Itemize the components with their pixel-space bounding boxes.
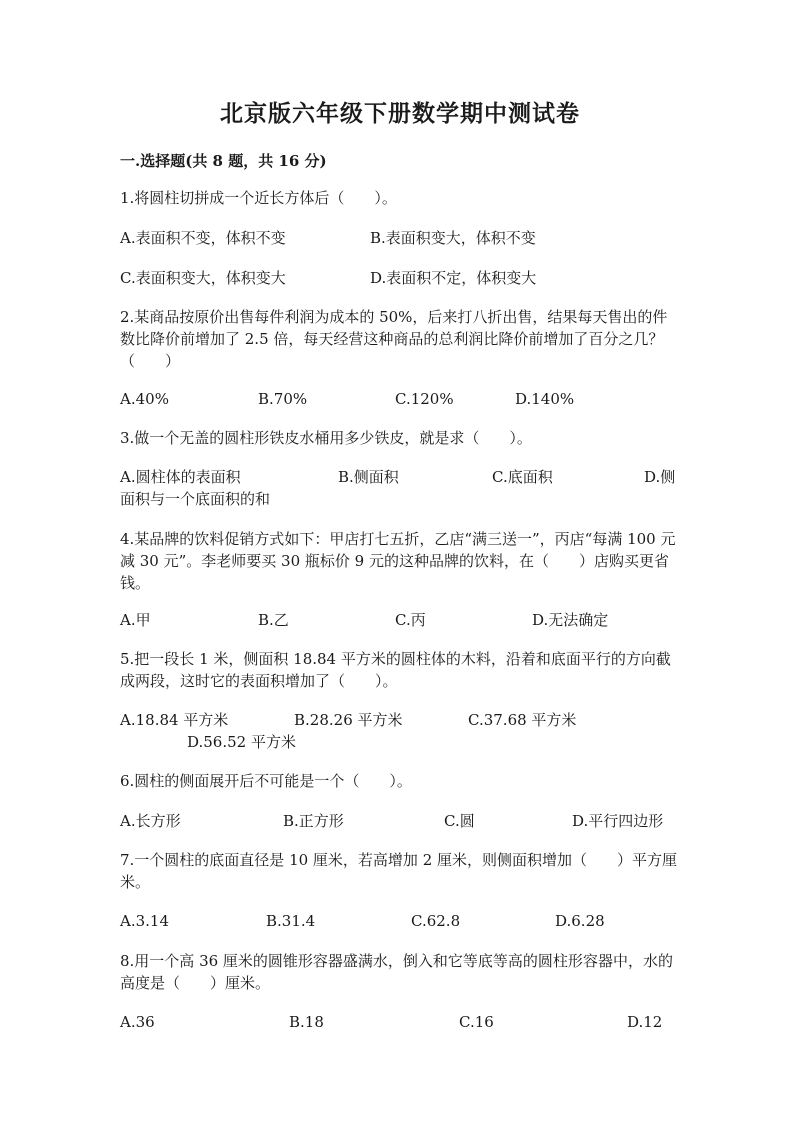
q6-option-b: B.正方形 bbox=[283, 812, 344, 830]
q5-option-c: C.37.68 平方米 bbox=[468, 711, 577, 729]
q2-option-a: A.40% bbox=[120, 390, 169, 408]
q1-option-a: A.表面积不变，体积不变 bbox=[120, 229, 286, 247]
question-stem-4: 4.某品牌的饮料促销方式如下：甲店打七五折，乙店“满三送一”，丙店“每满 100 元减 30 元”。李老师要买 30 瓶标价 9 元的这种品牌的饮料，在（ ）店购买更省钱。 bbox=[120, 530, 676, 592]
q3-option-c: C.底面积 bbox=[492, 468, 553, 486]
question-stem-2: 2.某商品按原价出售每件利润为成本的 50%，后来打八折出售，结果每天售出的件数比降价前增加了 2.5 倍，每天经营这种商品的总利润比降价前增加了百分之几？（ ） bbox=[120, 308, 668, 370]
q1-option-d: D.表面积不定，体积变大 bbox=[370, 269, 537, 287]
q7-option-c: C.62.8 bbox=[411, 912, 461, 930]
q1-option-c: C.表面积变大，体积变大 bbox=[120, 269, 286, 287]
question-stem-6: 6.圆柱的侧面展开后不可能是一个（ ）。 bbox=[120, 772, 412, 790]
q4-option-a: A.甲 bbox=[120, 611, 151, 629]
exam-title: 北京版六年级下册数学期中测试卷 bbox=[220, 100, 580, 127]
q3-option-d: D.侧 bbox=[644, 468, 676, 486]
q6-option-c: C.圆 bbox=[444, 812, 475, 830]
q7-option-d: D.6.28 bbox=[555, 912, 605, 930]
q5-option-b: B.28.26 平方米 bbox=[294, 711, 403, 729]
question-stem-8: 8.用一个高 36 厘米的圆锥形容器盛满水，倒入和它等底等高的圆柱形容器中，水的高度是（ ）厘米。 bbox=[120, 952, 673, 992]
q1-option-b: B.表面积变大，体积不变 bbox=[370, 229, 536, 247]
q5-option-a: A.18.84 平方米 bbox=[120, 711, 229, 729]
q6-option-d: D.平行四边形 bbox=[572, 812, 664, 830]
q5-option-d: D.56.52 平方米 bbox=[187, 733, 296, 751]
q8-option-a: A.36 bbox=[120, 1013, 155, 1031]
q8-option-c: C.16 bbox=[459, 1013, 494, 1031]
question-stem-1: 1.将圆柱切拼成一个近长方体后（ ）。 bbox=[120, 189, 397, 207]
question-stem-3: 3.做一个无盖的圆柱形铁皮水桶用多少铁皮，就是求（ ）。 bbox=[120, 429, 532, 447]
question-stem-7: 7.一个圆柱的底面直径是 10 厘米，若高增加 2 厘米，则侧面积增加（ ）平方厘米。 bbox=[120, 851, 678, 891]
q8-option-b: B.18 bbox=[289, 1013, 324, 1031]
question-stem-5: 5.把一段长 1 米，侧面积 18.84 平方米的圆柱体的木料，沿着和底面平行的方向截成两段，这时它的表面积增加了（ ）。 bbox=[120, 650, 671, 690]
q2-option-d: D.140% bbox=[515, 390, 575, 408]
q8-option-d: D.12 bbox=[627, 1013, 663, 1031]
q4-option-d: D.无法确定 bbox=[532, 611, 609, 629]
q4-option-b: B.乙 bbox=[258, 611, 289, 629]
q3-option-a: A.圆柱体的表面积 bbox=[120, 468, 241, 486]
q4-option-c: C.丙 bbox=[395, 611, 426, 629]
q6-option-a: A.长方形 bbox=[120, 812, 181, 830]
section-heading: 一.选择题(共 8 题，共 16 分) bbox=[120, 152, 327, 170]
q7-option-a: A.3.14 bbox=[120, 912, 169, 930]
q7-option-b: B.31.4 bbox=[266, 912, 316, 930]
q2-option-b: B.70% bbox=[258, 390, 308, 408]
q3-option-b: B.侧面积 bbox=[338, 468, 399, 486]
q2-option-c: C.120% bbox=[395, 390, 454, 408]
q3-option-d-continuation: 面积与一个底面积的和 bbox=[120, 490, 271, 508]
